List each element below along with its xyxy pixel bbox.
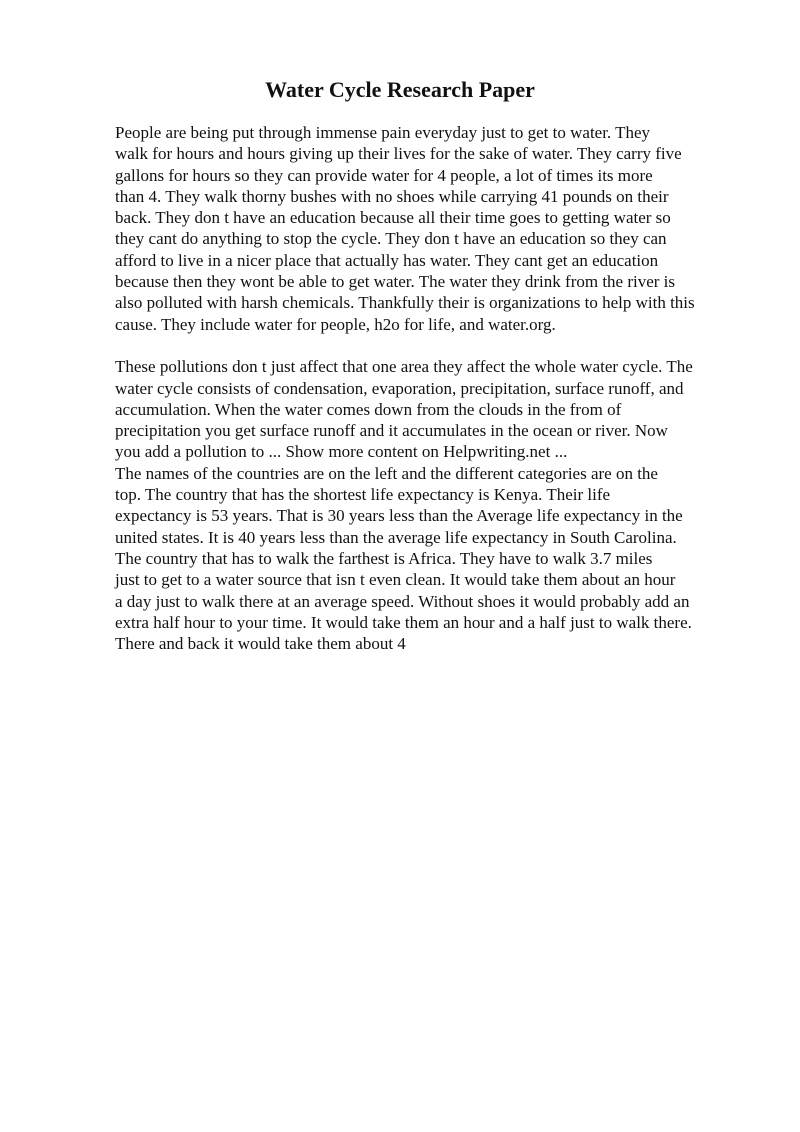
text-line: There and back it would take them about 4 [115,634,406,654]
text-line: back. They don t have an education because all their time goes to getting water so [115,208,671,228]
text-line: The names of the countries are on the left and the different categories are on the [115,463,658,483]
text-line: The country that has to walk the farthest is Africa. They have to walk 3.7 miles [115,548,653,568]
text-line: cause. They include water for people, h2o for life, and water.org. [115,314,556,334]
text-line: united states. It is 40 years less than the average life expectancy in South Carolina. [115,527,677,547]
text-line: a day just to walk there at an average speed. Without shoes it would probably add an [115,591,690,611]
text-line: precipitation you get surface runoff and it accumulates in the ocean or river. Now [115,421,668,441]
document-body [115,122,755,654]
text-line: walk for hours and hours giving up their lives for the sake of water. They carry five [115,144,682,164]
text-line: expectancy is 53 years. That is 30 years less than the Average life expectancy in the [115,506,683,526]
document-title: Water Cycle Research Paper [265,77,535,102]
text-line: they cant do anything to stop the cycle. They don t have an education so they can [115,229,667,249]
paragraph-2 [115,356,755,654]
text-line: also polluted with harsh chemicals. Thankfully their is organizations to help with this [115,293,695,313]
text-line: because then they wont be able to get water. The water they drink from the river is [115,272,676,292]
text-line: top. The country that has the shortest life expectancy is Kenya. Their life [115,485,611,505]
text-line: than 4. They walk thorny bushes with no shoes while carrying 41 pounds on their [115,186,669,206]
text-line: accumulation. When the water comes down from the clouds in the from of [115,399,622,419]
paragraph-1 [115,122,755,335]
text-line: These pollutions don t just affect that one area they affect the whole water cycle. The [115,357,693,377]
text-line: gallons for hours so they can provide water for 4 people, a lot of times its more [115,165,653,185]
text-line: People are being put through immense pain everyday just to get to water. They [115,123,651,142]
text-line: water cycle consists of condensation, evaporation, precipitation, surface runoff, and [115,378,684,398]
text-line: afford to live in a nicer place that actually has water. They cant get an education [115,250,659,270]
text-line: you add a pollution to ... Show more content on Helpwriting.net ... [115,442,568,462]
text-line: extra half hour to your time. It would take them an hour and a half just to walk there. [115,612,692,632]
text-line: just to get to a water source that isn t even clean. It would take them about an hour [115,570,676,590]
paragraph-spacer [115,335,755,356]
